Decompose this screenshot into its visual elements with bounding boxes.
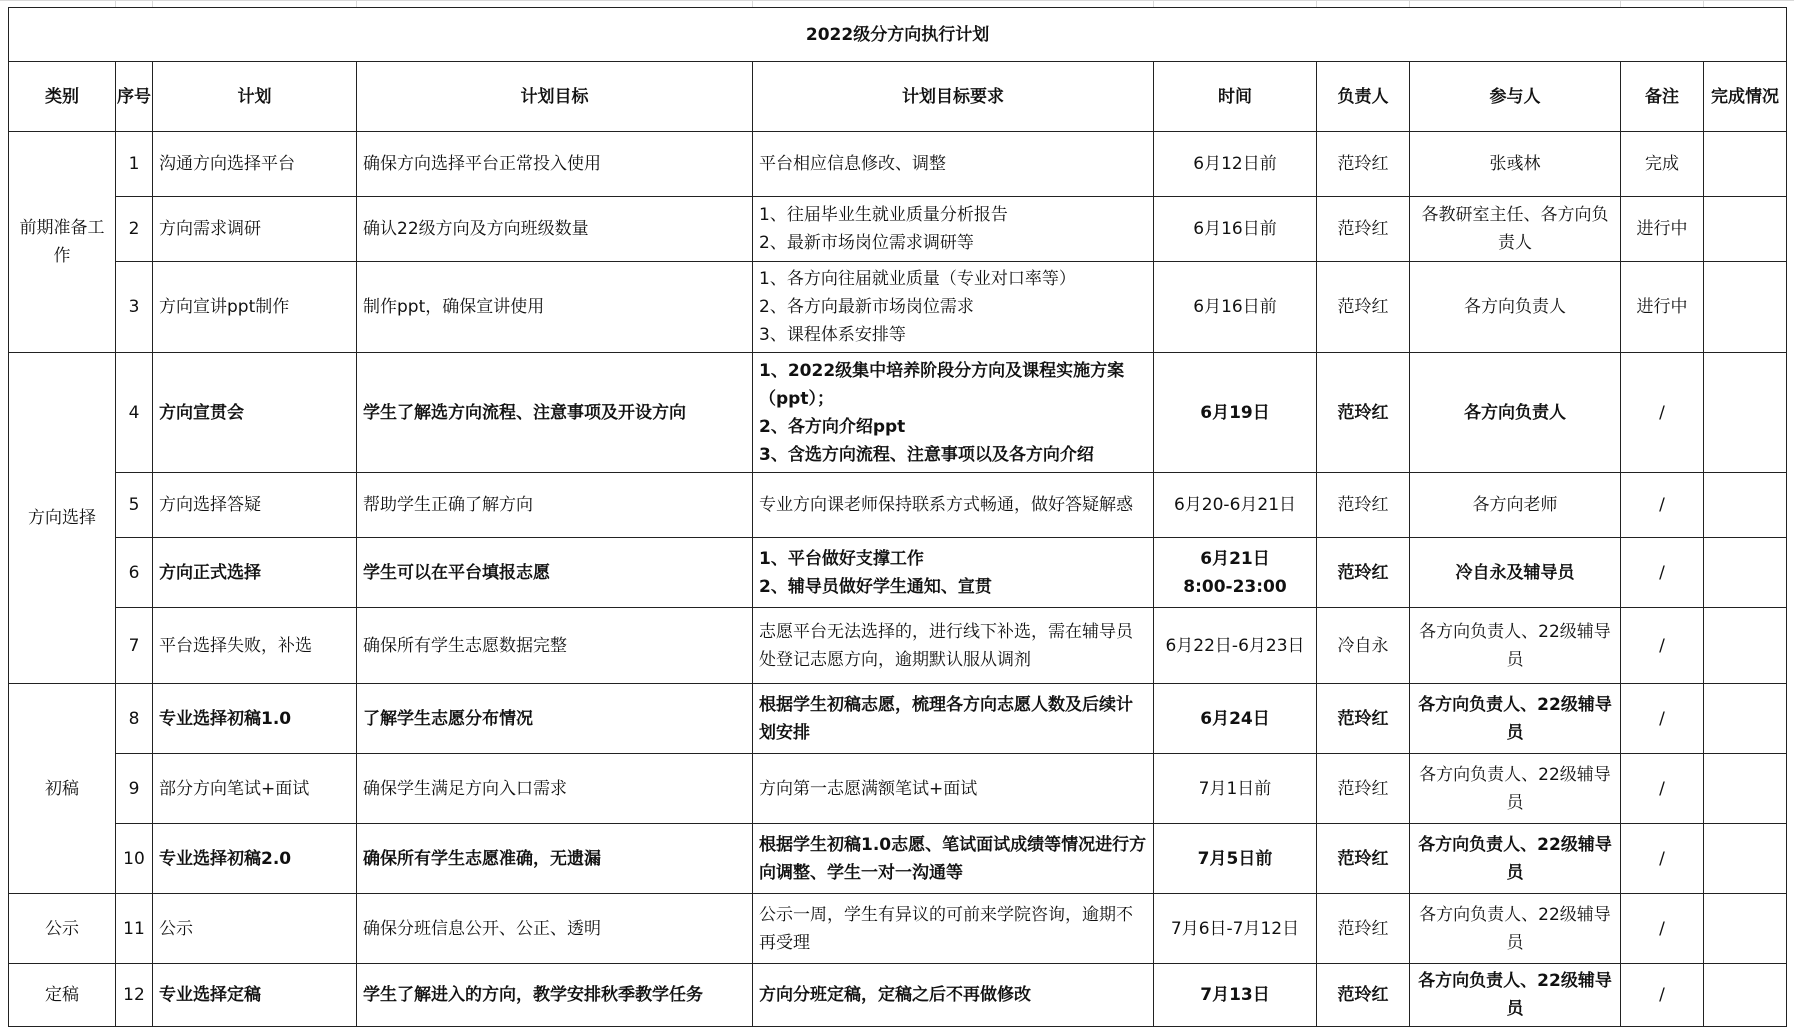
table-row (9, 353, 1787, 473)
row-time: 6月19日 (1154, 353, 1317, 473)
header-category: 类别 (9, 62, 116, 132)
row-participants: 各方向负责人、22级辅导员 (1410, 608, 1621, 684)
row-participants: 张彧林 (1410, 132, 1621, 197)
row-time: 7月6日-7月12日 (1154, 894, 1317, 964)
row-requirement: 平台相应信息修改、调整 (753, 132, 1154, 197)
row-no: 6 (116, 538, 153, 608)
row-participants: 各方向负责人、22级辅导员 (1410, 684, 1621, 754)
row-note: / (1621, 824, 1704, 894)
row-time: 6月24日 (1154, 684, 1317, 754)
table-row (9, 473, 1787, 538)
row-participants: 各方向负责人 (1410, 262, 1621, 353)
row-status (1704, 353, 1787, 473)
row-time: 6月22日-6月23日 (1154, 608, 1317, 684)
row-no: 11 (116, 894, 153, 964)
row-note: / (1621, 473, 1704, 538)
row-plan: 方向宣贯会 (153, 353, 357, 473)
table-row (9, 754, 1787, 824)
row-time: 7月13日 (1154, 964, 1317, 1027)
row-requirement: 方向分班定稿，定稿之后不再做修改 (753, 964, 1154, 1027)
row-participants: 各方向老师 (1410, 473, 1621, 538)
row-note: 进行中 (1621, 197, 1704, 262)
row-goal: 确保学生满足方向入口需求 (357, 754, 753, 824)
row-plan: 专业选择初稿1.0 (153, 684, 357, 754)
row-status (1704, 824, 1787, 894)
row-status (1704, 538, 1787, 608)
row-no: 8 (116, 684, 153, 754)
row-owner: 范玲红 (1317, 824, 1410, 894)
row-participants: 冷自永及辅导员 (1410, 538, 1621, 608)
row-status (1704, 684, 1787, 754)
sheet-title: 2022级分方向执行计划 (9, 8, 1787, 62)
row-goal: 确保所有学生志愿数据完整 (357, 608, 753, 684)
row-requirement: 专业方向课老师保持联系方式畅通，做好答疑解惑 (753, 473, 1154, 538)
row-participants: 各方向负责人、22级辅导员 (1410, 964, 1621, 1027)
table-row (9, 824, 1787, 894)
row-status (1704, 262, 1787, 353)
header-requirement: 计划目标要求 (753, 62, 1154, 132)
table-row (9, 197, 1787, 262)
row-time: 6月12日前 (1154, 132, 1317, 197)
row-no: 5 (116, 473, 153, 538)
row-note: / (1621, 538, 1704, 608)
table-row (9, 262, 1787, 353)
row-participants: 各教研室主任、各方向负责人 (1410, 197, 1621, 262)
row-goal: 确认22级方向及方向班级数量 (357, 197, 753, 262)
row-owner: 范玲红 (1317, 538, 1410, 608)
row-owner: 范玲红 (1317, 684, 1410, 754)
row-goal: 了解学生志愿分布情况 (357, 684, 753, 754)
row-requirement: 志愿平台无法选择的，进行线下补选，需在辅导员处登记志愿方向，逾期默认服从调剂 (753, 608, 1154, 684)
row-plan: 方向宣讲ppt制作 (153, 262, 357, 353)
row-requirement: 根据学生初稿志愿，梳理各方向志愿人数及后续计划安排 (753, 684, 1154, 754)
row-requirement: 1、2022级集中培养阶段分方向及课程实施方案（ppt）； 2、各方向介绍ppt 3、含选方向流程、注意事项以及各方向介绍 (753, 353, 1154, 473)
row-plan: 沟通方向选择平台 (153, 132, 357, 197)
category-cell: 定稿 (9, 964, 116, 1027)
row-owner: 范玲红 (1317, 353, 1410, 473)
row-owner: 冷自永 (1317, 608, 1410, 684)
row-goal: 确保分班信息公开、公正、透明 (357, 894, 753, 964)
row-plan: 方向选择答疑 (153, 473, 357, 538)
row-requirement: 1、往届毕业生就业质量分析报告 2、最新市场岗位需求调研等 (753, 197, 1154, 262)
row-plan: 专业选择定稿 (153, 964, 357, 1027)
row-status (1704, 964, 1787, 1027)
table-row (9, 132, 1787, 197)
row-plan: 部分方向笔试+面试 (153, 754, 357, 824)
row-participants: 各方向负责人、22级辅导员 (1410, 824, 1621, 894)
row-no: 4 (116, 353, 153, 473)
row-status (1704, 473, 1787, 538)
row-goal: 确保方向选择平台正常投入使用 (357, 132, 753, 197)
row-note: / (1621, 353, 1704, 473)
header-participants: 参与人 (1410, 62, 1621, 132)
category-cell: 方向选择 (9, 353, 116, 684)
row-status (1704, 894, 1787, 964)
row-no: 2 (116, 197, 153, 262)
row-requirement: 1、各方向往届就业质量（专业对口率等） 2、各方向最新市场岗位需求 3、课程体系安排等 (753, 262, 1154, 353)
row-owner: 范玲红 (1317, 894, 1410, 964)
row-goal: 制作ppt，确保宣讲使用 (357, 262, 753, 353)
header-row (9, 62, 1787, 132)
row-plan: 专业选择初稿2.0 (153, 824, 357, 894)
row-owner: 范玲红 (1317, 964, 1410, 1027)
row-requirement: 根据学生初稿1.0志愿、笔试面试成绩等情况进行方向调整、学生一对一沟通等 (753, 824, 1154, 894)
row-no: 7 (116, 608, 153, 684)
row-note: / (1621, 608, 1704, 684)
row-status (1704, 608, 1787, 684)
row-note: 进行中 (1621, 262, 1704, 353)
row-note: / (1621, 964, 1704, 1027)
row-time: 6月16日前 (1154, 197, 1317, 262)
row-note: / (1621, 754, 1704, 824)
row-no: 3 (116, 262, 153, 353)
row-note: 完成 (1621, 132, 1704, 197)
row-status (1704, 132, 1787, 197)
plan-table (8, 7, 1787, 1027)
row-owner: 范玲红 (1317, 197, 1410, 262)
row-time: 6月16日前 (1154, 262, 1317, 353)
row-status (1704, 754, 1787, 824)
row-plan: 方向正式选择 (153, 538, 357, 608)
row-owner: 范玲红 (1317, 754, 1410, 824)
row-note: / (1621, 894, 1704, 964)
row-no: 1 (116, 132, 153, 197)
header-status: 完成情况 (1704, 62, 1787, 132)
row-note: / (1621, 684, 1704, 754)
row-time: 7月5日前 (1154, 824, 1317, 894)
table-row (9, 964, 1787, 1027)
row-no: 10 (116, 824, 153, 894)
header-goal: 计划目标 (357, 62, 753, 132)
row-participants: 各方向负责人、22级辅导员 (1410, 754, 1621, 824)
row-owner: 范玲红 (1317, 262, 1410, 353)
table-row (9, 684, 1787, 754)
header-time: 时间 (1154, 62, 1317, 132)
row-requirement: 方向第一志愿满额笔试+面试 (753, 754, 1154, 824)
category-cell: 初稿 (9, 684, 116, 894)
header-plan: 计划 (153, 62, 357, 132)
row-requirement: 1、平台做好支撑工作 2、辅导员做好学生通知、宣贯 (753, 538, 1154, 608)
row-no: 9 (116, 754, 153, 824)
table-row (9, 538, 1787, 608)
table-row (9, 608, 1787, 684)
row-owner: 范玲红 (1317, 473, 1410, 538)
row-goal: 学生了解进入的方向，教学安排秋季教学任务 (357, 964, 753, 1027)
row-plan: 方向需求调研 (153, 197, 357, 262)
header-owner: 负责人 (1317, 62, 1410, 132)
header-no: 序号 (116, 62, 153, 132)
row-no: 12 (116, 964, 153, 1027)
row-participants: 各方向负责人、22级辅导员 (1410, 894, 1621, 964)
row-owner: 范玲红 (1317, 132, 1410, 197)
category-cell: 前期准备工作 (9, 132, 116, 353)
row-plan: 公示 (153, 894, 357, 964)
row-goal: 学生可以在平台填报志愿 (357, 538, 753, 608)
row-goal: 帮助学生正确了解方向 (357, 473, 753, 538)
category-cell: 公示 (9, 894, 116, 964)
row-time: 7月1日前 (1154, 754, 1317, 824)
row-goal: 学生了解选方向流程、注意事项及开设方向 (357, 353, 753, 473)
table-row (9, 894, 1787, 964)
row-status (1704, 197, 1787, 262)
row-time: 6月20-6月21日 (1154, 473, 1317, 538)
row-participants: 各方向负责人 (1410, 353, 1621, 473)
row-goal: 确保所有学生志愿准确，无遗漏 (357, 824, 753, 894)
header-note: 备注 (1621, 62, 1704, 132)
row-plan: 平台选择失败，补选 (153, 608, 357, 684)
row-time: 6月21日 8:00-23:00 (1154, 538, 1317, 608)
row-requirement: 公示一周，学生有异议的可前来学院咨询，逾期不再受理 (753, 894, 1154, 964)
